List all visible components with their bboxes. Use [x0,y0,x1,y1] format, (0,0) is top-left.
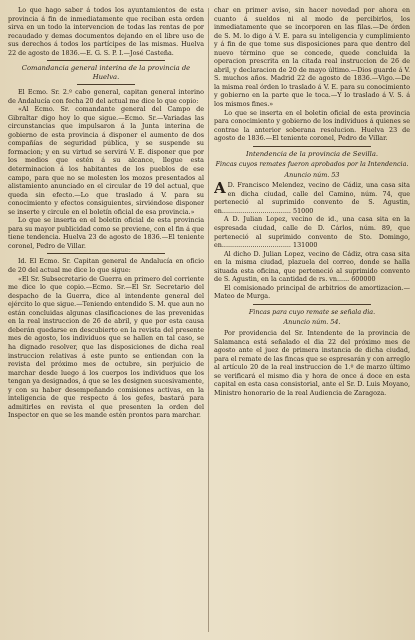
section-subheading: Fincas cuyos remates fueron aprobados por la Intendencia. [215,160,409,169]
paragraph: Lo que se inserta en el boletin oficial de esta provincia para su mayor publicidad como se previene, con el fin á que tiene tendencia. Huelva 23 de agosto de 1836.—El teniente coronel, Pedro de Villar. [8,216,204,250]
section-heading: Id. El Ecmo. Sr. Capitan general de Andalucía en oficio de 20 del actual me dice lo que sigue: [8,257,204,275]
paragraph: Lo que se inserta en el boletin oficial de esta provincia para conocimiento y gobierno de los individuos á quienes se contrae la anterior soberana resolucion. Huelva 23 de agosto de 1836.—El teniente coronel, Pedro de Villar. [214,108,410,143]
left-column [8,6,204,634]
section-heading: Intendencia de la provincia de Sevilla. [245,149,379,158]
section-rule [253,304,371,305]
sale-entry [214,181,410,215]
sale-entry-text: D. Francisco Melendez, vecino de Cádiz, una casa sita en dicha ciudad, calle del Camino, núm. 74, que perteneció al suprimido convento de S. Agustin, en.................................. 51000 [214,181,410,215]
drop-cap: A [214,179,226,198]
right-column [214,6,410,634]
section-heading: Comandancia general interina de la provincia de Huelva. [21,64,191,81]
paragraph: El comisionado principal de arbitrios de amortizacion.—Mateo de Murga. [214,283,410,301]
announcement-number: Anuncio núm. 54. [283,318,341,327]
paragraph: Por providencia del Sr. Intendente de la provincia de Salamanca está señalado el dia 22 del próximo mes de agosto ante el juez de primera instancia de dicha ciudad, para el remate de las fincas que se espresarán y con arreglo al artículo 20 de la real instruccion de 1.º de marzo último se verificará el mismo dia y hora de once á doce en esta capital en esta casa consistorial, ante el Sr. D. Luis Moyano, Ministro honorario de la real Audiencia de Zaragoza. [214,329,410,397]
paragraph: «El Sr. Subsecretario de Guerra en primero del corriente me dice lo que copio.—Ecmo. Sr.—El Sr. Secretario del despacho de la Guerra, dice al intendente general del ejército lo que sigue.—Teniendo entendido S. M. que aun no están concluidas algunas clasificaciones de las prevenidas en la real instruccion de 26 de abril, y que por esta causa deberán quedarse en descubierto en la revista del presente mes de agosto, los individuos que se hallen en tal caso, se ha dignado resolver, que las disposiciones de dicha real instruccion relativas á este punto se entiendan con la revista del próximo mes de octubre, sin perjuicio de marchar desde luego á los cuerpos los individuos que los tengan ya designados, á que se les designen sucesivamente, y con su haber desempeñando comisiones activas, en la inteligencia de que respecto á los gefes, bastará para admitirles en revista el que presenten la orden del Inspector en que se les mande estén prontos para marchar. [8,274,204,420]
section-rule [47,60,165,61]
sale-entry: Al dicho D. Julian Lopez, vecino de Cádiz, otra casa sita en la misma ciudad, plazuela del correo, donde se halla situada esta oficina, que perteneció al suprimido convento de S. Agustin, en la cantidad de rs. vn...... 600000 [214,249,410,284]
sale-entry: A D. Julian Lopez, vecino de id., una casa sita en la espresada ciudad, calle de D. Cárlos, núm. 89, que perteneció al suprimido convento de Sto. Domingo, en.................................. 131000 [214,215,410,250]
paragraph: «Al Ecmo. Sr. comandante general del Campo de Gibraltar digo hoy lo que sigue.—Ecmo. Sr.—Variadas las circunstancias que impulsaron á la Junta interina de gobierno de esta provincia á disponer el aumento de dos compañías de seguridad pública, y se suspende su formacion; y en su virtud se servirá V. E. disponer que por los medios que estén á su alcance, llegue esta determinacion á los habitantes de los pueblos de ese campo, para que no se molesten los mozos presentados al alistamiento anunciado en el circular de 19 del actual, que queda sin efecto.—Lo que traslado á V. para su conocimiento y efectos consiguientes, sirviéndose disponer se inserte y circule en el boletín oficial de esa provincia.» [8,105,204,216]
announcement-number: Anuncio núm. 53 [284,170,340,179]
section-rule [77,84,136,85]
section-rule [47,253,165,254]
section-rule [253,146,371,147]
section-heading: Fincas para cuyo remate se señala dia. [248,307,376,316]
column-divider [208,8,209,632]
paragraph: char en primer aviso, sin hacer novedad por ahora en cuanto á sueldos ni al modo de percibirlos, los inmediatamente que se incorporen en las filas.—De órden de S. M. lo digo á V. E. para su inteligencia y cumplimiento y á fin de que tome sus disposiciones para que dentro del nuevo término que se concede, quede concluida la operacion prescrita en la citada real instruccion de 26 de abril, y declaracion de 20 de mayo último.—Dios guarde á V. S. muchos años. Madrid 22 de agosto de 1836.—Vigo.—De la misma real órden lo traslado á V. E. para su conocimiento y gobierno en la parte que le toca.—Y lo traslado á V. S. á los mismos fines.» [214,6,410,109]
ordinance-text: Lo que hago saber á todos los ayuntamientos de esta provincia á fin de inmediatamente que reciban esta orden sirva en un todo la intervencion de todas las rentas de por recaudado y demas documentos dejando en el libre uso de sus derechos á todos los partícipes de las mismas. Huelva 22 de agosto de 1836.—E. G. S. P. I.—José Casteña. [8,6,204,57]
paragraph: El Ecmo. Sr. 2.º cabo general, capitan general interino de Andalucía con fecha 20 del actual me dice lo que copio: [8,88,204,105]
